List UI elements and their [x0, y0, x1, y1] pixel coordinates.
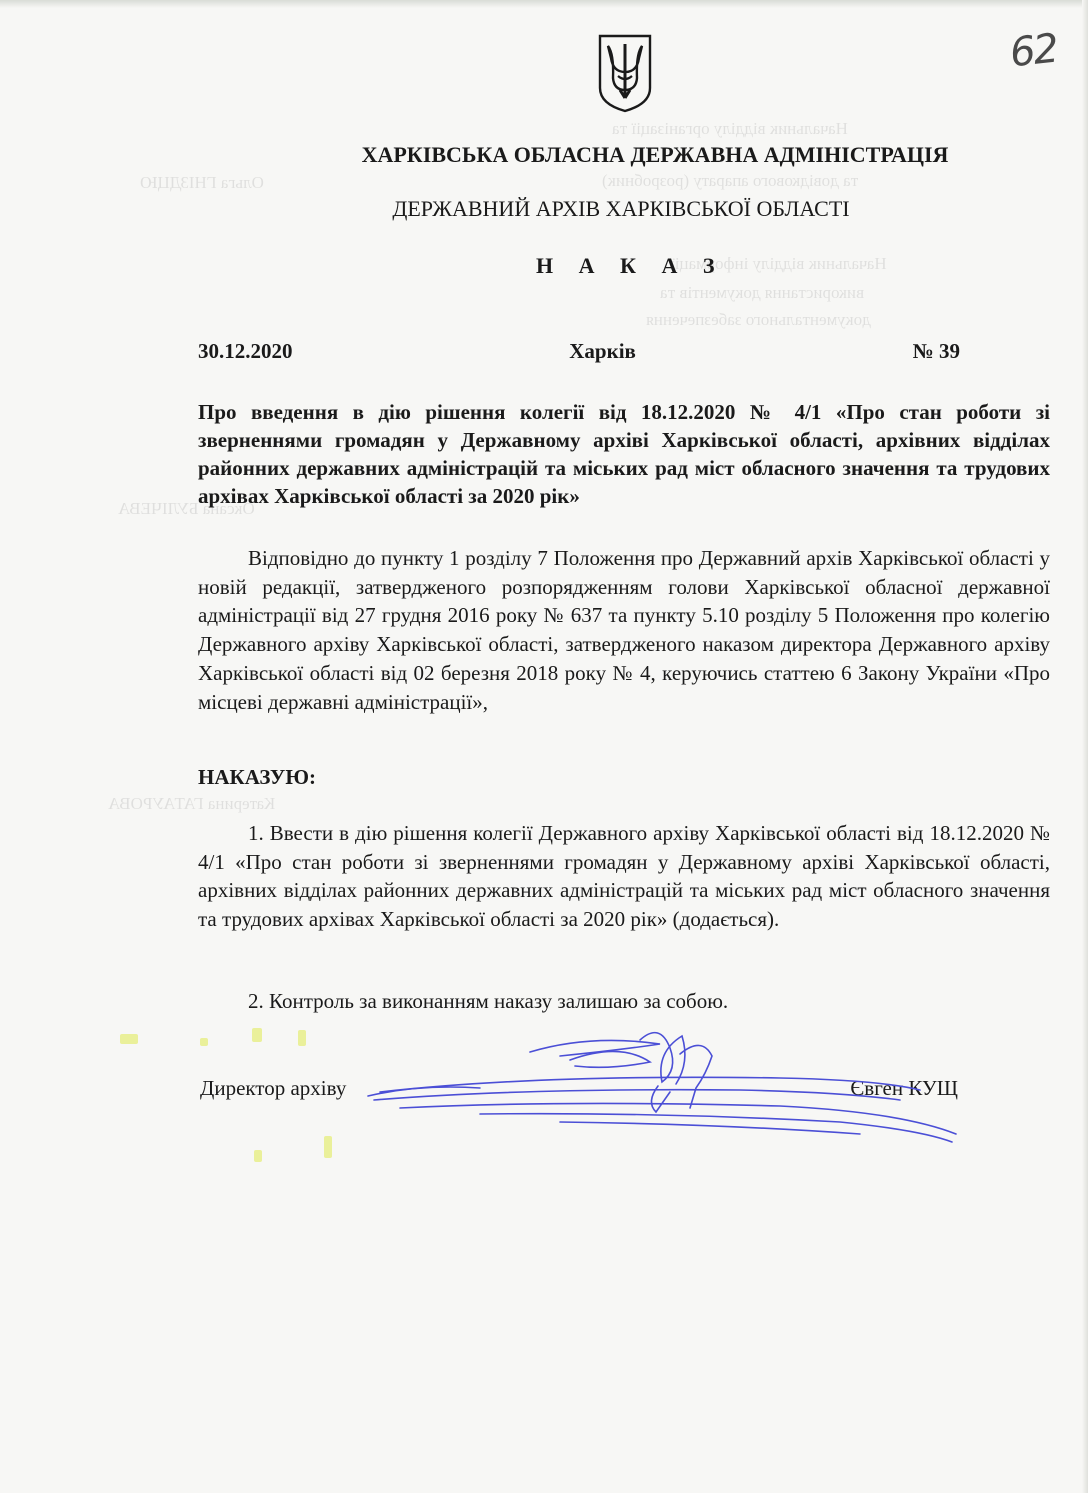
bleed-through-text: та довідкового апарату (розробник) [602, 171, 859, 190]
paper-stain [298, 1030, 306, 1046]
legal-basis-paragraph: Відповідно до пункту 1 розділу 7 Положення про Державний архів Харківської області у новій редакції, затвердженого розпорядженням голови Харківської обласної державної адміністрації від 27 грудня 2016 року № 637 та пункту 5.10 розділу 5 Положення про колегію Державного архіву Харківської області, затвердженого наказом директора Державного архіву Харківської області від 02 березня 2018 року № 4, керуючись статтею 6 Закону України «Про місцеві державні адміністрації», [198, 546, 1050, 714]
bleed-through-text: документального забезпечення [646, 310, 871, 329]
bleed-through-text: Начальник відділу організації та [612, 119, 848, 138]
paper-stain [120, 1034, 138, 1044]
department-name: ДЕРЖАВНИЙ АРХІВ ХАРКІВСЬКОЇ ОБЛАСТІ [392, 196, 850, 221]
coat-of-arms-icon [596, 32, 654, 114]
bleed-through-text: Ольга ГНІЗДЦЮ [140, 173, 264, 192]
bleed-through-text: Оксана БУЛІЧЕВА [118, 499, 255, 518]
signatory-name: Євген КУЩ [850, 1076, 958, 1100]
paper-stain [252, 1028, 262, 1042]
document-type: Н А К А З [536, 253, 725, 278]
page-number: 62 [1007, 25, 1060, 77]
document-meta [198, 339, 960, 364]
scan-edge-top [0, 0, 1088, 8]
order-heading: НАКАЗУЮ: [198, 765, 316, 789]
bleed-through-text: Начальник відділу інформації [670, 254, 887, 273]
bleed-through-text: використання документів та [660, 283, 865, 302]
paper-stain [200, 1038, 208, 1046]
bleed-through-text: Катерина ГАТАУРОВА [108, 794, 276, 813]
order-item-2: 2. Контроль за виконанням наказу залишаю за собою. [248, 989, 729, 1013]
handwritten-signature [360, 1022, 970, 1154]
scan-edge-right [1082, 0, 1088, 1493]
document-number: № 39 [912, 339, 960, 363]
document-city: Харків [569, 339, 636, 363]
signatory-position: Директор архіву [200, 1076, 347, 1100]
paper-stain [254, 1150, 262, 1162]
document-subject: Про введення в дію рішення колегії від 18.12.2020 № 4/1 «Про стан роботи зі зверненнями громадян у Державному архіві Харківської області, архівних відділах районних державних адміністрацій та міських рад міст обласного значення та трудових архівах Харківської області за 2020 рік» [198, 400, 1050, 508]
organization-name: ХАРКІВСЬКА ОБЛАСНА ДЕРЖАВНА АДМІНІСТРАЦІЯ [361, 142, 949, 167]
paper-stain [324, 1136, 332, 1158]
order-item-1: 1. Ввести в дію рішення колегії Державного архіву Харківської області від 18.12.2020 № 4/1 «Про стан роботи зі зверненнями громадян у Державному архіві Харківської області, архівних відділах районних державних адміністрацій та міських рад міст обласного значення та трудових архівах Харківської області за 2020 рік» (додається). [198, 821, 1050, 932]
document-date: 30.12.2020 [198, 339, 293, 363]
